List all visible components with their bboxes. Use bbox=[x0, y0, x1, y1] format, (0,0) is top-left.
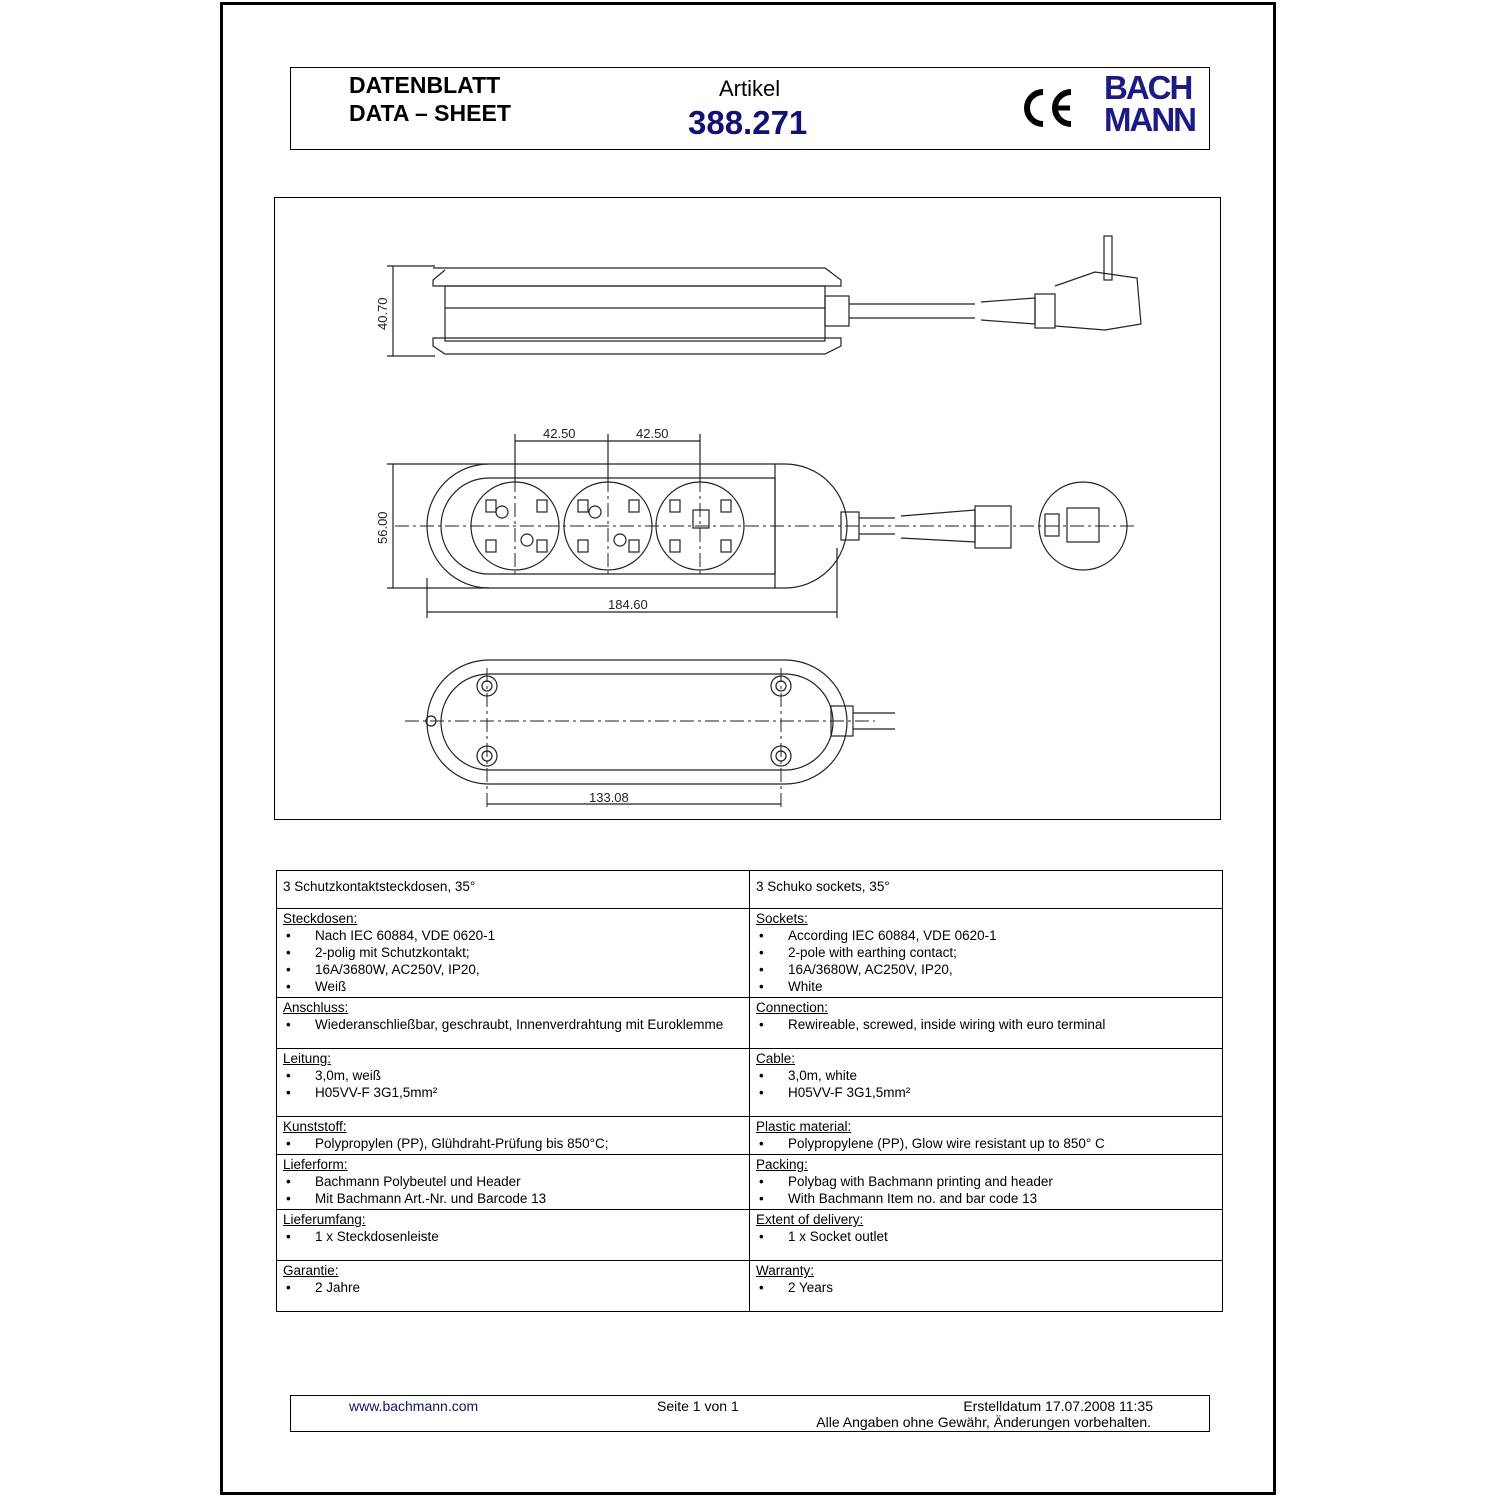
ce-mark-icon bbox=[1021, 86, 1077, 130]
list-item: • Weiß bbox=[283, 978, 743, 995]
spec-cell-en bbox=[750, 1155, 1223, 1210]
spec-cell-en bbox=[750, 1261, 1223, 1312]
table-row bbox=[277, 998, 1223, 1049]
list-item: • Polypropylene (PP), Glow wire resistant up to 850° C bbox=[756, 1135, 1216, 1152]
section-title: Garantie: bbox=[283, 1263, 339, 1278]
table-row bbox=[277, 1155, 1223, 1210]
section-title: Plastic material: bbox=[756, 1119, 852, 1134]
spec-table bbox=[276, 870, 1223, 1312]
spec-cell-en bbox=[750, 1117, 1223, 1155]
dim-length: 184.60 bbox=[608, 597, 648, 612]
dim-spacing-1: 42.50 bbox=[543, 426, 576, 441]
title-en: DATA – SHEET bbox=[349, 100, 511, 126]
section-title: Anschluss: bbox=[283, 1000, 349, 1015]
table-row bbox=[277, 1117, 1223, 1155]
section-title: Cable: bbox=[756, 1051, 796, 1066]
created-date: Erstelldatum 17.07.2008 11:35 bbox=[963, 1398, 1153, 1414]
section-title: Connection: bbox=[756, 1000, 829, 1015]
technical-drawing bbox=[274, 197, 1221, 820]
section-title: Sockets: bbox=[756, 911, 808, 926]
list-item: • 1 x Socket outlet bbox=[756, 1228, 1216, 1245]
list-item: • 3,0m, white bbox=[756, 1067, 1216, 1084]
section-title: Packing: bbox=[756, 1157, 808, 1172]
drawing-svg bbox=[275, 198, 1222, 821]
spec-cell-de bbox=[277, 1261, 750, 1312]
spec-cell-en bbox=[750, 909, 1223, 998]
website-link[interactable]: www.bachmann.com bbox=[349, 1398, 479, 1414]
logo-line1: BACH bbox=[1104, 69, 1192, 106]
list-item: • With Bachmann Item no. and bar code 13 bbox=[756, 1190, 1216, 1207]
list-item: • Polypropylen (PP), Glühdraht-Prüfung bis 850°C; bbox=[283, 1135, 743, 1152]
section-title: Kunststoff: bbox=[283, 1119, 347, 1134]
list-item: • According IEC 60884, VDE 0620-1 bbox=[756, 927, 1216, 944]
list-item: • 2-polig mit Schutzkontakt; bbox=[283, 944, 743, 961]
side-view bbox=[433, 236, 1141, 354]
dim-height: 40.70 bbox=[375, 297, 390, 330]
spec-cell-de bbox=[277, 909, 750, 998]
list-item: • Mit Bachmann Art.-Nr. und Barcode 13 bbox=[283, 1190, 743, 1207]
bottom-view bbox=[426, 660, 895, 784]
table-row bbox=[277, 1049, 1223, 1117]
spec-cell-de bbox=[277, 1155, 750, 1210]
list-item: • Wiederanschließbar, geschraubt, Innenverdrahtung mit Euroklemme bbox=[283, 1016, 743, 1033]
section-title: Steckdosen: bbox=[283, 911, 358, 926]
list-item: • 1 x Steckdosenleiste bbox=[283, 1228, 743, 1245]
dim-width: 56.00 bbox=[375, 511, 390, 544]
artikel-label: Artikel bbox=[719, 76, 781, 101]
spec-cell-de bbox=[277, 1117, 750, 1155]
section-title: Warranty: bbox=[756, 1263, 815, 1278]
list-item: • 2 Jahre bbox=[283, 1279, 743, 1296]
article-number: 388.271 bbox=[688, 104, 808, 141]
page-number: Seite 1 von 1 bbox=[657, 1398, 739, 1414]
disclaimer: Alle Angaben ohne Gewähr, Änderungen vorbehalten. bbox=[816, 1414, 1151, 1430]
spec-cell-en bbox=[750, 998, 1223, 1049]
title-de: DATENBLATT bbox=[349, 72, 501, 98]
spec-cell-en bbox=[750, 1210, 1223, 1261]
list-item: • 2-pole with earthing contact; bbox=[756, 944, 1216, 961]
section-title: Lieferform: bbox=[283, 1157, 348, 1172]
document-footer bbox=[290, 1395, 1210, 1432]
spec-title-de: 3 Schutzkontaktsteckdosen, 35° bbox=[277, 871, 750, 909]
list-item: • White bbox=[756, 978, 1216, 995]
table-row bbox=[277, 1210, 1223, 1261]
list-item: • 16A/3680W, AC250V, IP20, bbox=[756, 961, 1216, 978]
dim-mount: 133.08 bbox=[589, 790, 629, 805]
spec-cell-de bbox=[277, 998, 750, 1049]
list-item: • Polybag with Bachmann printing and header bbox=[756, 1173, 1216, 1190]
spec-cell-de bbox=[277, 1049, 750, 1117]
bachmann-logo bbox=[1104, 69, 1195, 138]
list-item: • Rewireable, screwed, inside wiring with euro terminal bbox=[756, 1016, 1216, 1033]
list-item: • H05VV-F 3G1,5mm² bbox=[283, 1084, 743, 1101]
section-title: Extent of delivery: bbox=[756, 1212, 864, 1227]
table-row bbox=[277, 1261, 1223, 1312]
list-item: • H05VV-F 3G1,5mm² bbox=[756, 1084, 1216, 1101]
spec-cell-de bbox=[277, 1210, 750, 1261]
table-row bbox=[277, 871, 1223, 909]
spec-cell-en bbox=[750, 1049, 1223, 1117]
list-item: • 3,0m, weiß bbox=[283, 1067, 743, 1084]
document-header bbox=[290, 67, 1210, 150]
list-item: • 16A/3680W, AC250V, IP20, bbox=[283, 961, 743, 978]
dim-spacing-2: 42.50 bbox=[636, 426, 669, 441]
list-item: • 2 Years bbox=[756, 1279, 1216, 1296]
section-title: Lieferumfang: bbox=[283, 1212, 366, 1227]
logo-line2: MANN bbox=[1104, 101, 1195, 138]
spec-title-en: 3 Schuko sockets, 35° bbox=[750, 871, 1223, 909]
list-item: • Nach IEC 60884, VDE 0620-1 bbox=[283, 927, 743, 944]
table-row bbox=[277, 909, 1223, 998]
list-item: • Bachmann Polybeutel und Header bbox=[283, 1173, 743, 1190]
section-title: Leitung: bbox=[283, 1051, 332, 1066]
